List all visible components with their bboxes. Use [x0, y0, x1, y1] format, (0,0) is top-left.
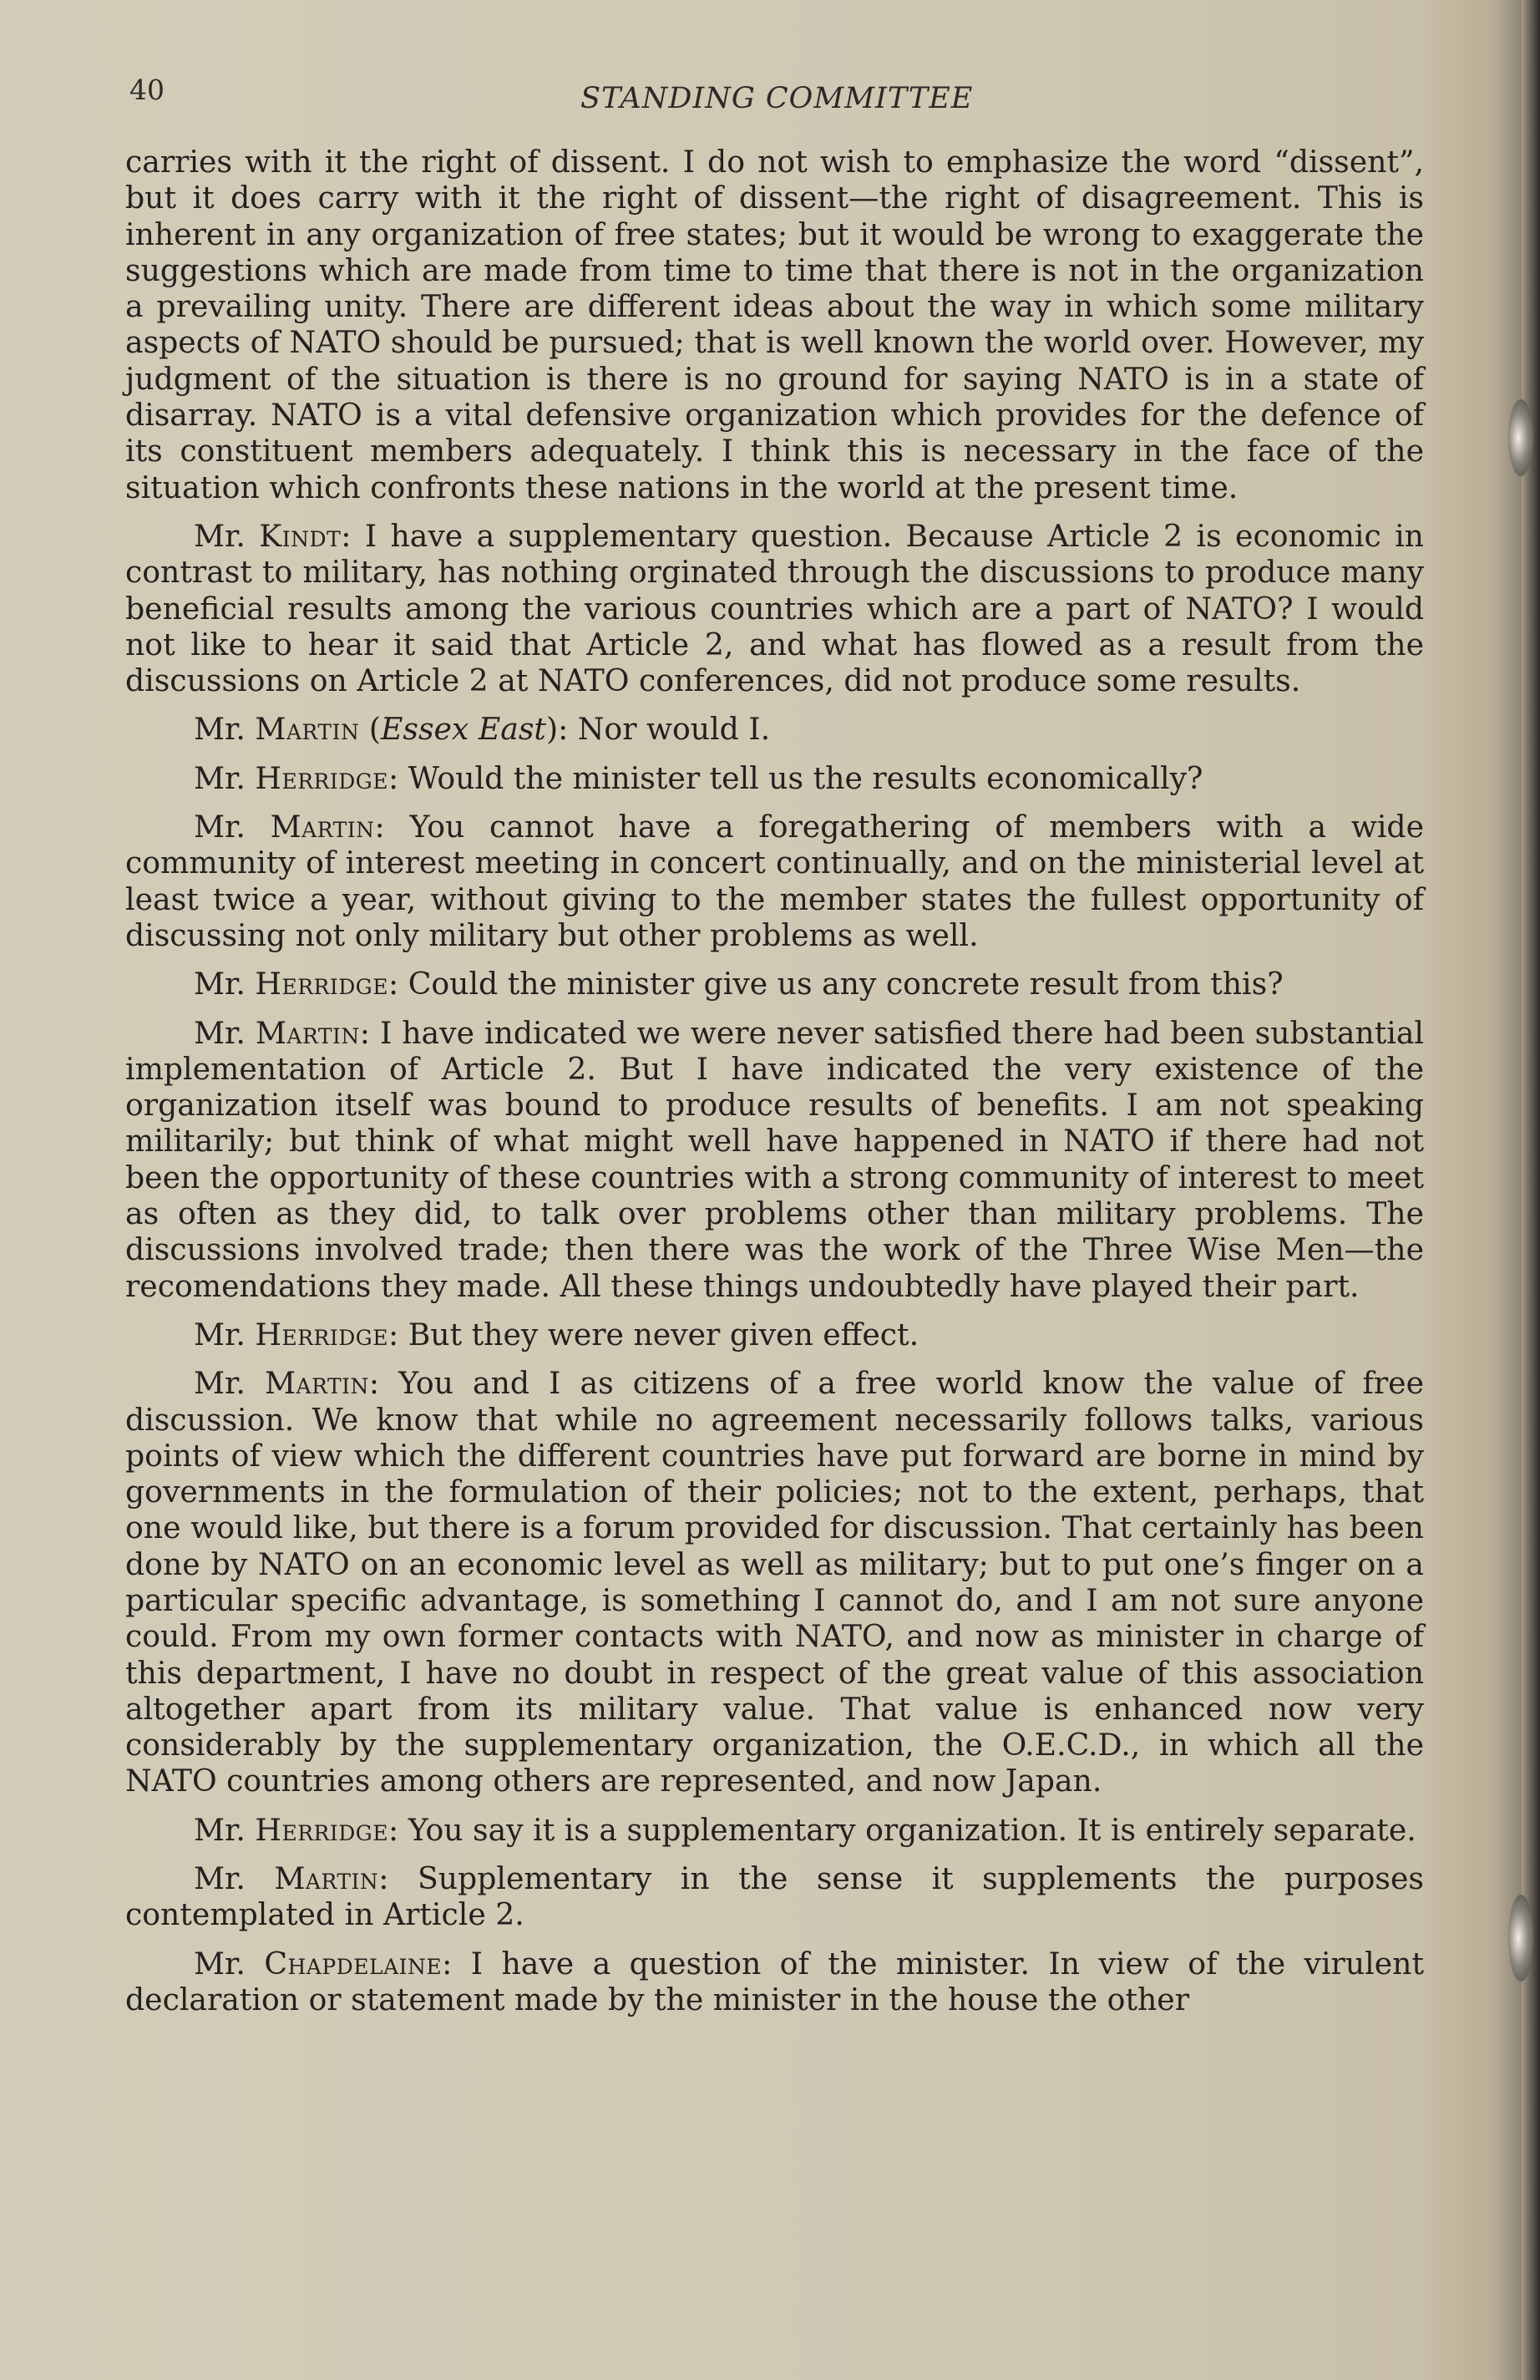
- speaker-paragraph: [125, 1015, 1424, 1304]
- speaker-title: Mr.: [194, 1365, 246, 1402]
- binder-clip-top: [1508, 399, 1533, 476]
- speaker-title: Mr.: [194, 1811, 246, 1848]
- paragraph-text: : Could the minister give us any concrete result from this?: [388, 966, 1284, 1002]
- speaker-title: Mr.: [194, 809, 246, 845]
- paragraph-text: : You and I as citizens of a free world know the value of free discussion. We know that while no agreement necessarily follows talks, various points of view which the different countries have put forward are borne in mind by governments in the formulation of their policies; not to the extent, perhaps, that one would like, but there is a forum provided for discussion. That certainly has been done by NATO on an economic level as well as military; but to put one’s finger on a particular specific advantage, is something I cannot do, and I am not sure anyone could. From my own former contacts with NATO, and now as minister in charge of this department, I have no doubt in respect of the great value of this association altogether apart from its military value. That value is enhanced now very considerably by the supplementary organization, the O.E.C.D., in which all the NATO countries among others are represented, and now Japan.: [125, 1365, 1424, 1799]
- body-text: [125, 144, 1424, 2030]
- paragraph-text: : I have a supplementary question. Because Article 2 is economic in contrast to military, has nothing orginated through the discussions to produce many beneficial results among the various countries which are a part of NATO? I would not like to hear it said that Article 2, and what has flowed as a result from the discussions on Article 2 at NATO conferences, did not produce some results.: [125, 517, 1424, 699]
- speaker-title: Mr.: [194, 1014, 246, 1051]
- speaker-paragraph: [125, 760, 1424, 796]
- speaker-name: Herridge: [255, 966, 388, 1002]
- paragraph-text: : You say it is a supplementary organization. It is entirely separate.: [388, 1811, 1416, 1848]
- speaker-title: Mr.: [194, 1860, 246, 1897]
- speaker-title: Mr.: [194, 711, 246, 748]
- paragraph-text: : Supplementary in the sense it supplements the purposes contemplated in Article 2.: [125, 1860, 1424, 1933]
- speaker-name: Herridge: [255, 1316, 388, 1352]
- speaker-title: Mr.: [194, 1945, 246, 1982]
- speaker-paragraph: [125, 809, 1424, 953]
- binder-clip-bottom: [1508, 1895, 1533, 1982]
- speaker-paragraph: [125, 1365, 1424, 1799]
- page-header: [129, 69, 1424, 127]
- paragraph-text: : I have indicated we were never satisfied there had been substantial implementation of Article 2. But I have indicated the very existence of the organization itself was bound to produce results of benefits. I am not speaking militarily; but think of what might well have happened in NATO if there had not been the opportunity of these countries with a strong community of interest to meet as often as they did, to talk over problems other than military problems. The discussions involved trade; then there was the work of the Three Wise Men—the recomendations they made. All these things undoubtedly have played their part.: [125, 1014, 1424, 1304]
- paragraph-text: : Would the minister tell us the results economically?: [388, 759, 1203, 796]
- speaker-riding: Essex East: [380, 711, 546, 748]
- paragraph-text: carries with it the right of dissent. I do not wish to emphasize the word “dissent”, but it does carry with it the right of dissent—the right of disagreement. This is inherent in any organization of free states; but it would be wrong to exaggerate the suggestions which are made from time to time that there is not in the organization a prevailing unity. There are different ideas about the way in which some military aspects of NATO should be pursued; that is well known the world over. However, my judgment of the situation is there is no ground for saying NATO is in a state of disarray. NATO is a vital defensive organization which provides for the defence of its constituent members adequately. I think this is necessary in the face of the situation which confronts these nations in the world at the present time.: [125, 144, 1424, 505]
- book-binding-edge: [1522, 0, 1540, 2380]
- speaker-name: Martin: [255, 1014, 360, 1051]
- speaker-paragraph: [125, 966, 1424, 1002]
- speaker-name: Chapdelaine: [264, 1945, 443, 1982]
- speaker-name: Martin: [264, 1365, 369, 1402]
- paragraph-continued: [125, 144, 1424, 505]
- page-number: 40: [129, 74, 165, 106]
- speaker-paragraph: [125, 711, 1424, 747]
- running-head: STANDING COMMITTEE: [580, 82, 974, 115]
- speaker-title: Mr.: [194, 517, 246, 554]
- speaker-title: Mr.: [194, 966, 246, 1002]
- paragraph-text: : I have a question of the minister. In view of the virulent declaration or statement made by the minister in the house the other: [125, 1945, 1424, 2017]
- speaker-name: Martin: [270, 809, 375, 845]
- speaker-name: Martin: [255, 711, 360, 748]
- speaker-title: Mr.: [194, 759, 246, 796]
- speaker-title: Mr.: [194, 1316, 246, 1352]
- speaker-name: Martin: [274, 1860, 379, 1897]
- riding-close: ): [545, 711, 559, 748]
- speaker-paragraph: [125, 1946, 1424, 2018]
- speaker-paragraph: [125, 1812, 1424, 1848]
- riding-open: (: [359, 711, 381, 748]
- speaker-paragraph: [125, 1317, 1424, 1352]
- speaker-name: Herridge: [255, 759, 388, 796]
- speaker-name: Herridge: [255, 1811, 388, 1848]
- paragraph-text: : Nor would I.: [558, 711, 771, 748]
- speaker-paragraph: [125, 518, 1424, 698]
- paragraph-text: : But they were never given effect.: [388, 1316, 919, 1352]
- paragraph-text: : You cannot have a foregathering of members with a wide community of interest meeting in concert continually, and on the ministerial level at least twice a year, without giving to the member states the fullest opportunity of discussing not only military but other problems as well.: [125, 809, 1424, 953]
- speaker-paragraph: [125, 1860, 1424, 1933]
- speaker-name: Kindt: [259, 517, 342, 554]
